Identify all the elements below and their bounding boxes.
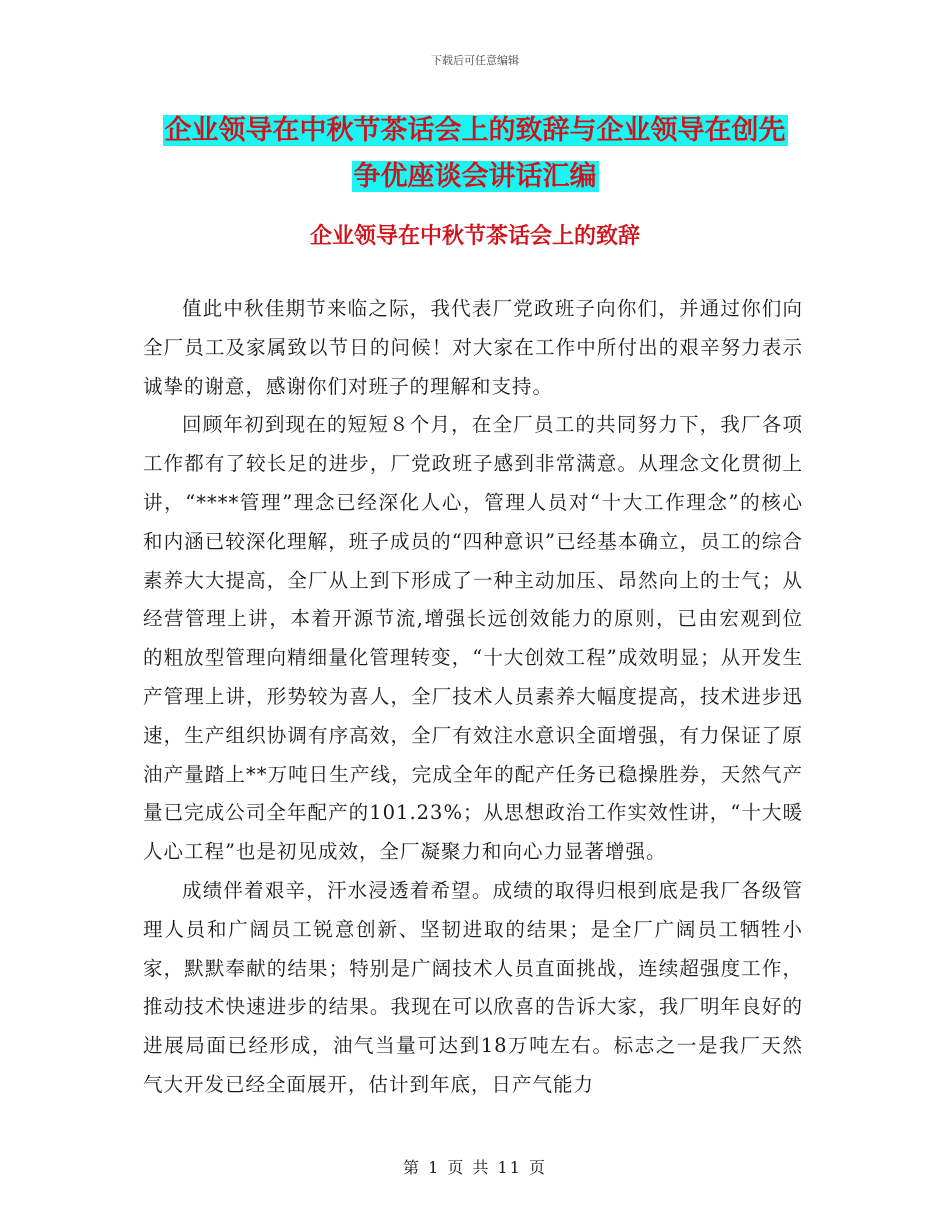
title-line-1: 企业领导在中秋节茶话会上的致辞与企业领导在创先 [164,115,786,146]
paragraph-1: 值此中秋佳期节来临之际，我代表厂党政班子向你们，并通过你们向全厂员工及家属致以节日的问候！对大家在工作中所付出的艰辛努力表示诚挚的谢意，感谢你们对班子的理解和支持。 [143,297,803,398]
section-title: 企业领导在中秋节茶话会上的致辞 [309,223,640,249]
paragraph-2: 回顾年初到现在的短短８个月，在全厂员工的共同努力下，我厂各项工作都有了较长足的进步，厂党政班子感到非常满意。从理念文化贯彻上讲，“****管理”理念已经深化人心，管理人员对“十大工作理念”的核心和内涵已较深化理解，班子成员的“四种意识”已经基本确立，员工的综合素养大大提高，全厂从上到下形成了一种主动加压、昂然向上的士气；从经营管理上讲，本着开源节流,增强长远创效能力的原则，已由宏观到位的粗放型管理向精细量化管理转变，“十大创效工程”成效明显；从开发生产管理上讲，形势较为喜人，全厂技术人员素养大幅度提高，技术进步迅速，生产组织协调有序高效，全厂有效注水意识全面增强，有力保证了原油产量踏上**万吨日生产线，完成全年的配产任务已稳操胜券，天然气产量已完成公司全年配产的101.23%；从思想政治工作实效性讲，“十大暖人心工程”也是初见成效，全厂凝聚力和向心力显著增强。 [143,413,803,864]
page-footer: 第 1 页 共 11 页 [403,1158,547,1177]
title-line-2: 争优座谈会讲话汇编 [353,161,597,192]
paragraph-3: 成绩伴着艰辛，汗水浸透着希望。成绩的取得归根到底是我厂各级管理人员和广阔员工锐意创新、坚韧进取的结果；是全厂广阔员工牺牲小家，默默奉献的结果；特别是广阔技术人员直面挑战，连续超强度工作，推动技术快速进步的结果。我现在可以欣喜的告诉大家，我厂明年良好的进展局面已经形成，油气当量可达到18万吨左右。标志之一是我厂天然气大开发已经全面展开，估计到年底，日产气能力 [143,878,803,1096]
page-header: 下载后可任意编辑 [431,54,519,67]
document-title [140,108,810,200]
document-body [143,290,803,1105]
